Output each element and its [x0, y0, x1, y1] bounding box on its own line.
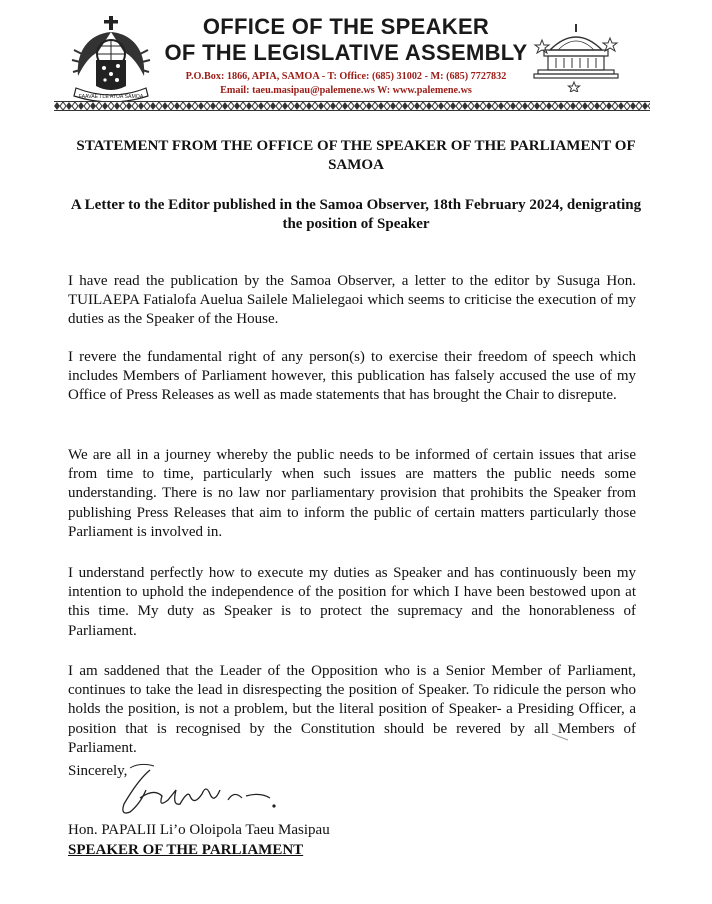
office-title-line1: OFFICE OF THE SPEAKER	[202, 14, 490, 39]
office-title-line2: OF THE LEGISLATIVE ASSEMBLY	[164, 40, 528, 65]
contact-info	[150, 70, 542, 98]
decorative-pattern-band	[54, 101, 650, 111]
seal-motto: FAAVAE I LE ATUA SAMOA	[78, 94, 144, 100]
office-title	[150, 14, 542, 66]
contact-address-phone: P.O.Box: 1866, APIA, SAMOA - T: Office: (685) 31002 - M: (685) 7727832	[185, 71, 507, 82]
paragraph-4: I understand perfectly how to execute my duties as Speaker and has continuously been my intention to uphold the independence of the position for which I have been bestowed upon at this time. My duty as Speaker is to protect the supremacy and the honorableness of Parliament.	[68, 565, 636, 639]
paragraph-1: I have read the publication by the Samoa Observer, a letter to the editor by Susuga Hon. TUILAEPA Fatialofa Auelua Sailele Malielegaoi which seems to criticise the execution of my duties as the Speaker of the House.	[68, 273, 636, 328]
samoa-coat-of-arms-icon	[68, 14, 154, 106]
parliament-building-icon	[528, 20, 624, 92]
handwritten-signature	[110, 760, 300, 830]
paragraph-2: I revere the fundamental right of any person(s) to exercise their freedom of speech which includes Members of Parliament however, this publication has falsely accused the use of my Office of Press Releases as well as made statements that has brought the Chair to disrepute.	[68, 349, 636, 404]
paragraph-3: We are all in a journey whereby the public needs to be informed of certain issues that arise from time to time, particularly when such issues are matters the public needs some understanding. There is no law nor parliamentary provision that prohibits the Speaker from publishing Press Releases that aim to inform the public of certain matters particularly those Parliament is involved in.	[68, 447, 636, 540]
signer-title: SPEAKER OF THE PARLIAMENT	[68, 842, 304, 858]
paragraph-5: I am saddened that the Leader of the Opposition who is a Senior Member of Parliament, continues to take the lead in disrespecting the position of Speaker. To ridicule the person who holds the position, is not a problem, but the literal position of Speaker- a Presiding Officer, a position that is recognised by the Constitution should be revered by all Members of Parliament.	[68, 663, 636, 756]
signer-name: Hon. PAPALII Li’o Oloipola Taeu Masipau	[68, 822, 330, 838]
statement-heading: STATEMENT FROM THE OFFICE OF THE SPEAKER OF THE PARLIAMENT OF SAMOA	[76, 138, 636, 173]
contact-email-web: Email: taeu.masipau@palemene.ws W: www.palemene.ws	[220, 85, 472, 96]
statement-subheading: A Letter to the Editor published in the Samoa Observer, 18th February 2024, denigrating the position of Speaker	[70, 197, 642, 232]
scan-mark	[550, 732, 570, 742]
closing-salutation: Sincerely,	[68, 763, 128, 779]
